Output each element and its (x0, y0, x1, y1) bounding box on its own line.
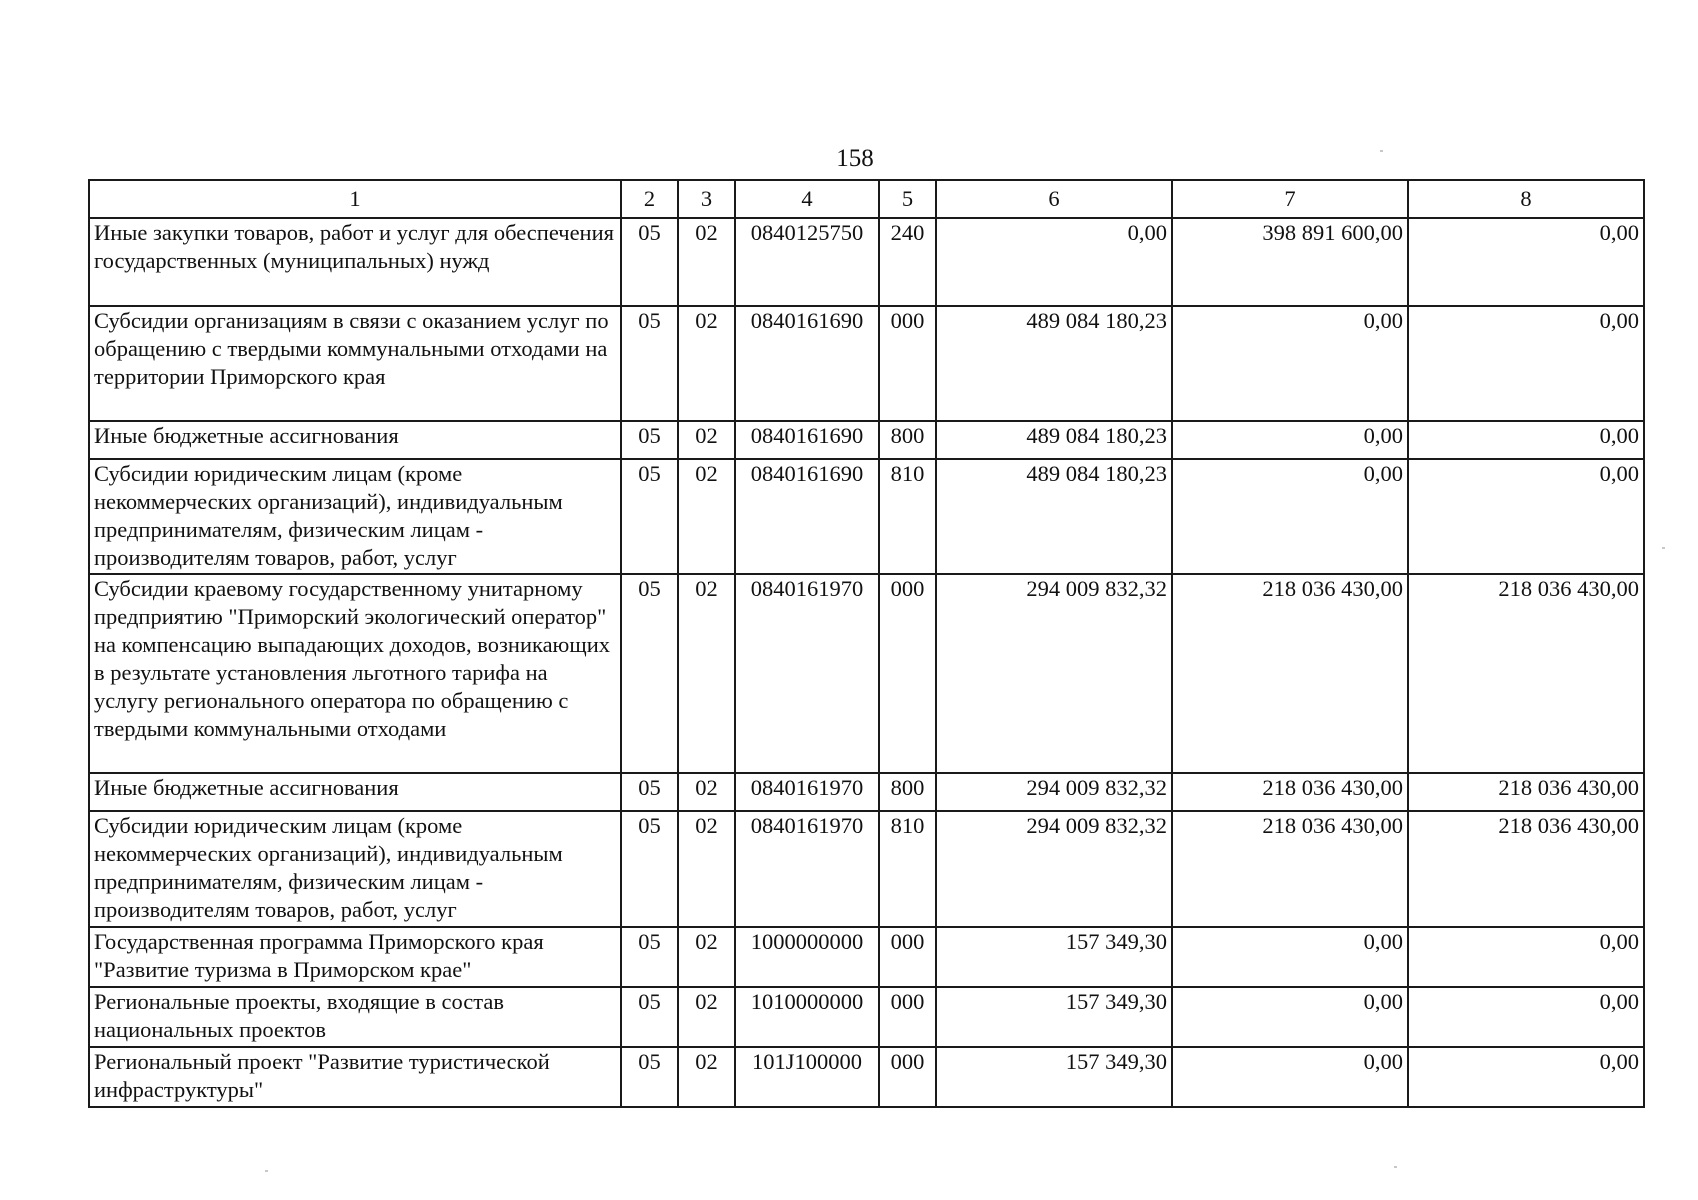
row-name: Государственная программа Приморского края "Развитие туризма в Приморском крае" (89, 927, 621, 987)
column-header-6: 6 (936, 180, 1172, 218)
amount-col-7: 218 036 430,00 (1172, 811, 1408, 927)
row-name: Иные закупки товаров, работ и услуг для обеспечения государственных (муниципальных) нужд (89, 218, 621, 306)
column-header-3: 3 (678, 180, 735, 218)
amount-col-6: 489 084 180,23 (936, 459, 1172, 574)
target-article-code: 0840161690 (735, 306, 879, 421)
target-article-code: 1000000000 (735, 927, 879, 987)
subsection-code: 02 (678, 1047, 735, 1107)
amount-col-6: 157 349,30 (936, 987, 1172, 1047)
table-row (89, 306, 1644, 421)
amount-col-6: 294 009 832,32 (936, 574, 1172, 773)
subsection-code: 02 (678, 421, 735, 459)
column-header-2: 2 (621, 180, 678, 218)
scan-speck (265, 1170, 268, 1172)
column-header-7: 7 (1172, 180, 1408, 218)
section-code: 05 (621, 927, 678, 987)
amount-col-6: 294 009 832,32 (936, 773, 1172, 811)
subsection-code: 02 (678, 306, 735, 421)
column-number-row (89, 180, 1644, 218)
amount-col-8: 0,00 (1408, 987, 1644, 1047)
subsection-code: 02 (678, 218, 735, 306)
expense-type-code: 000 (879, 574, 936, 773)
expense-type-code: 000 (879, 927, 936, 987)
table-body (89, 218, 1644, 1107)
target-article-code: 0840161690 (735, 421, 879, 459)
row-name: Региональный проект "Развитие туристической инфраструктуры" (89, 1047, 621, 1107)
amount-col-7: 0,00 (1172, 306, 1408, 421)
section-code: 05 (621, 811, 678, 927)
table-row (89, 574, 1644, 773)
amount-col-8: 0,00 (1408, 306, 1644, 421)
section-code: 05 (621, 574, 678, 773)
section-code: 05 (621, 773, 678, 811)
subsection-code: 02 (678, 927, 735, 987)
amount-col-7: 0,00 (1172, 927, 1408, 987)
amount-col-7: 0,00 (1172, 421, 1408, 459)
amount-col-8: 0,00 (1408, 1047, 1644, 1107)
amount-col-6: 157 349,30 (936, 1047, 1172, 1107)
table-row (89, 1047, 1644, 1107)
expense-type-code: 800 (879, 421, 936, 459)
section-code: 05 (621, 218, 678, 306)
column-header-1: 1 (89, 180, 621, 218)
subsection-code: 02 (678, 459, 735, 574)
amount-col-8: 0,00 (1408, 459, 1644, 574)
amount-col-8: 0,00 (1408, 927, 1644, 987)
amount-col-7: 398 891 600,00 (1172, 218, 1408, 306)
scan-speck (1380, 150, 1383, 152)
amount-col-7: 0,00 (1172, 459, 1408, 574)
column-header-4: 4 (735, 180, 879, 218)
table-row (89, 218, 1644, 306)
scan-speck (1394, 1166, 1397, 1168)
amount-col-6: 157 349,30 (936, 927, 1172, 987)
amount-col-8: 0,00 (1408, 218, 1644, 306)
column-header-5: 5 (879, 180, 936, 218)
table-header (89, 180, 1644, 218)
section-code: 05 (621, 1047, 678, 1107)
subsection-code: 02 (678, 773, 735, 811)
amount-col-7: 0,00 (1172, 987, 1408, 1047)
row-name: Субсидии организациям в связи с оказанием услуг по обращению с твердыми коммунальными отходами на территории Приморского края (89, 306, 621, 421)
expense-type-code: 000 (879, 987, 936, 1047)
row-name: Региональные проекты, входящие в состав национальных проектов (89, 987, 621, 1047)
page-number: 158 (836, 145, 874, 172)
section-code: 05 (621, 459, 678, 574)
target-article-code: 0840161970 (735, 574, 879, 773)
table-row (89, 773, 1644, 811)
amount-col-6: 489 084 180,23 (936, 306, 1172, 421)
amount-col-8: 218 036 430,00 (1408, 811, 1644, 927)
amount-col-6: 0,00 (936, 218, 1172, 306)
table-row (89, 987, 1644, 1047)
row-name: Иные бюджетные ассигнования (89, 773, 621, 811)
table-row (89, 811, 1644, 927)
amount-col-7: 0,00 (1172, 1047, 1408, 1107)
subsection-code: 02 (678, 811, 735, 927)
subsection-code: 02 (678, 574, 735, 773)
expense-type-code: 000 (879, 1047, 936, 1107)
amount-col-7: 218 036 430,00 (1172, 773, 1408, 811)
target-article-code: 1010000000 (735, 987, 879, 1047)
section-code: 05 (621, 421, 678, 459)
table-row (89, 927, 1644, 987)
table-row (89, 421, 1644, 459)
budget-table (88, 179, 1645, 1108)
target-article-code: 0840161690 (735, 459, 879, 574)
amount-col-6: 489 084 180,23 (936, 421, 1172, 459)
expense-type-code: 810 (879, 811, 936, 927)
target-article-code: 101J100000 (735, 1047, 879, 1107)
expense-type-code: 000 (879, 306, 936, 421)
target-article-code: 0840161970 (735, 811, 879, 927)
target-article-code: 0840161970 (735, 773, 879, 811)
section-code: 05 (621, 987, 678, 1047)
amount-col-6: 294 009 832,32 (936, 811, 1172, 927)
amount-col-8: 218 036 430,00 (1408, 773, 1644, 811)
amount-col-8: 218 036 430,00 (1408, 574, 1644, 773)
expense-type-code: 810 (879, 459, 936, 574)
amount-col-7: 218 036 430,00 (1172, 574, 1408, 773)
column-header-8: 8 (1408, 180, 1644, 218)
section-code: 05 (621, 306, 678, 421)
expense-type-code: 800 (879, 773, 936, 811)
amount-col-8: 0,00 (1408, 421, 1644, 459)
row-name: Субсидии юридическим лицам (кроме некоммерческих организаций), индивидуальным предпринимателям, физическим лицам - производителям товаров, работ, услуг (89, 811, 621, 927)
target-article-code: 0840125750 (735, 218, 879, 306)
row-name: Субсидии краевому государственному унитарному предприятию "Приморский экологический оператор" на компенсацию выпадающих доходов, возникающих в результате установления льготного тарифа на услугу регионального оператора по обращению с твердыми коммунальными отходами (89, 574, 621, 773)
scan-speck (1662, 547, 1665, 549)
table-row (89, 459, 1644, 574)
row-name: Иные бюджетные ассигнования (89, 421, 621, 459)
expense-type-code: 240 (879, 218, 936, 306)
row-name: Субсидии юридическим лицам (кроме некоммерческих организаций), индивидуальным предпринимателям, физическим лицам - производителям товаров, работ, услуг (89, 459, 621, 574)
subsection-code: 02 (678, 987, 735, 1047)
